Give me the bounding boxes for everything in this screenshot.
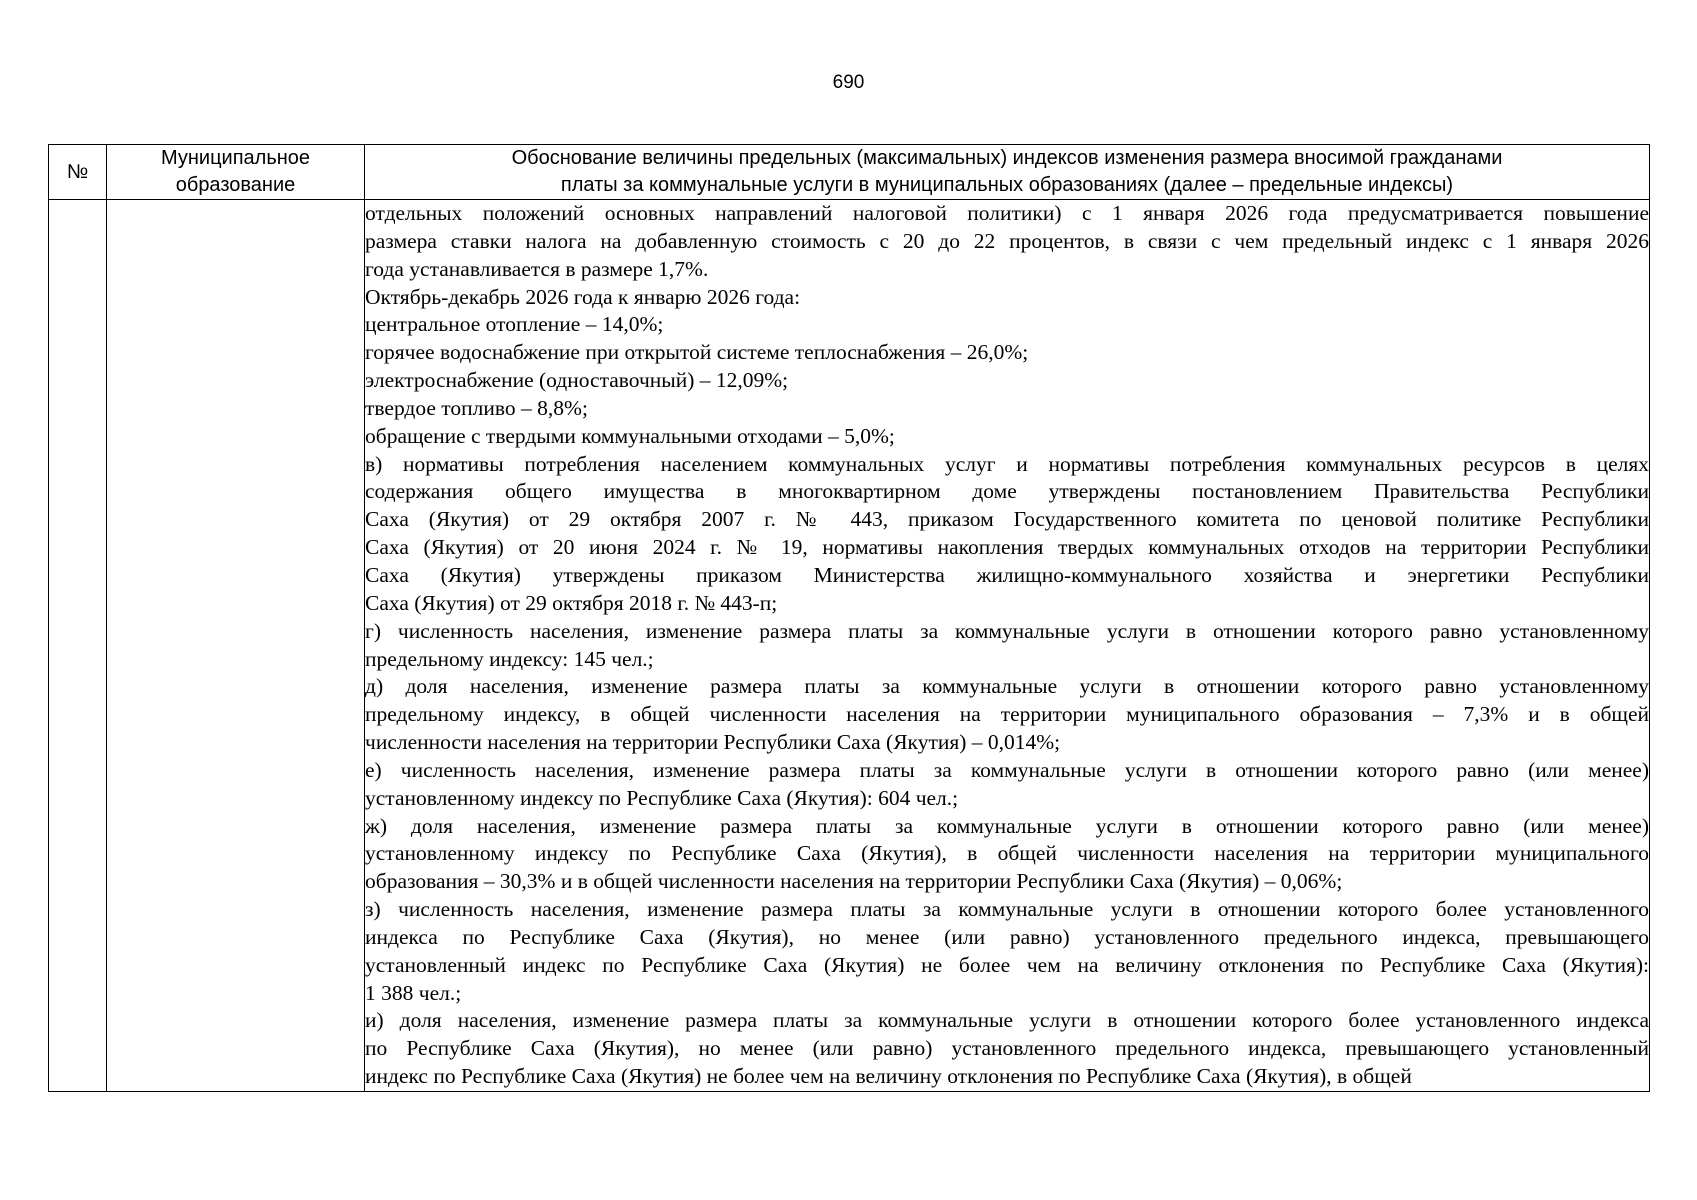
header-justification (365, 145, 1650, 200)
header-justification-line: платы за коммунальные услуги в муниципальных образованиях (далее – предельные индексы) (560, 174, 1454, 196)
page-number: 690 (832, 72, 865, 93)
justification-cell (365, 200, 1650, 1092)
header-municipality (107, 145, 365, 200)
paragraph-line: индекса по Республике Саха (Якутия), но менее (или равно) установленного предельного индекса, превышающего (365, 924, 1649, 949)
paragraph-line: Саха (Якутия) утверждены приказом Министерства жилищно-коммунального хозяйства и энергетики Республики (365, 562, 1649, 587)
paragraph-line: обращение с твердыми коммунальными отходами – 5,0%; (365, 423, 895, 448)
paragraph-line: д) доля населения, изменение размера платы за коммунальные услуги в отношении которого равно установленному (365, 674, 1649, 699)
paragraph-line: Саха (Якутия) от 20 июня 2024 г. № 19, нормативы накопления твердых коммунальных отходов на территории Республики (365, 535, 1649, 560)
paragraph-line: размера ставки налога на добавленную стоимость с 20 до 22 процентов, в связи с чем предельный индекс с 1 января 2026 (365, 228, 1649, 253)
paragraph-line: твердое топливо – 8,8%; (365, 395, 588, 420)
paragraph-line: установленный индекс по Республике Саха (Якутия) не более чем на величину отклонения по Республике Саха (Якутия): (365, 952, 1649, 977)
header-municipality-line: образование (175, 174, 296, 196)
paragraph-line: установленному индексу по Республике Саха (Якутия): 604 чел.; (365, 785, 959, 810)
paragraph-line: установленному индексу по Республике Саха (Якутия), в общей численности населения на территории муниципального (365, 841, 1649, 866)
paragraph-line: предельному индексу: 145 чел.; (365, 646, 654, 671)
header-number: № (49, 145, 107, 200)
paragraph-line: индекс по Республике Саха (Якутия) не более чем на величину отклонения по Республике Саха (Якутия), в общей (365, 1064, 1412, 1089)
justification-text (365, 200, 1649, 1091)
paragraph-line: з) численность населения, изменение размера платы за коммунальные услуги в отношении которого более установленного (365, 897, 1649, 922)
paragraph-line: 1 388 чел.; (365, 980, 462, 1005)
paragraph-line: в) нормативы потребления населением коммунальных услуг и нормативы потребления коммунальных ресурсов в целях (365, 451, 1649, 476)
paragraph-line: Саха (Якутия) от 29 октября 2018 г. № 443-п; (365, 590, 778, 615)
row-number-cell (49, 200, 107, 1092)
header-municipality-line: Муниципальное (160, 147, 311, 169)
header-justification-line: Обоснование величины предельных (максимальных) индексов изменения размера вносимой гражданами (511, 147, 1503, 169)
paragraph-line: ж) доля населения, изменение размера платы за коммунальные услуги в отношении которого равно (или менее) (365, 813, 1649, 838)
paragraph-line: по Республике Саха (Якутия), но менее (или равно) установленного предельного индекса, превышающего установленный (365, 1036, 1649, 1061)
paragraph-line: е) численность населения, изменение размера платы за коммунальные услуги в отношении которого равно (или менее) (365, 757, 1649, 782)
table-header (49, 145, 1650, 200)
paragraph-line: центральное отопление – 14,0%; (365, 312, 664, 337)
paragraph-line: образования – 30,3% и в общей численности населения на территории Республики Саха (Якутия) – 0,06%; (365, 869, 1343, 894)
paragraph-line: отдельных положений основных направлений налоговой политики) с 1 января 2026 года предусматривается повышение (365, 201, 1649, 225)
municipal-index-table (48, 144, 1650, 1092)
paragraph-line: электроснабжение (одноставочный) – 12,09%; (365, 368, 789, 393)
paragraph-line: содержания общего имущества в многоквартирном доме утверждены постановлением Правительства Республики (365, 479, 1649, 504)
header-row (49, 145, 1650, 200)
paragraph-line: Октябрь-декабрь 2026 года к январю 2026 года: (365, 284, 801, 309)
paragraph-line: и) доля населения, изменение размера платы за коммунальные услуги в отношении которого более установленного индекса (365, 1008, 1649, 1033)
row-municipality-cell (107, 200, 365, 1092)
paragraph-line: г) численность населения, изменение размера платы за коммунальные услуги в отношении которого равно установленному (365, 618, 1649, 643)
paragraph-line: горячее водоснабжение при открытой системе теплоснабжения – 26,0%; (365, 340, 1029, 365)
paragraph-line: численности населения на территории Республики Саха (Якутия) – 0,014%; (365, 730, 1061, 755)
paragraph-line: предельному индексу, в общей численности населения на территории муниципального образования – 7,3% и в общей (365, 702, 1649, 727)
paragraph-line: Саха (Якутия) от 29 октября 2007 г. № 443, приказом Государственного комитета по ценовой политике Республики (365, 507, 1649, 532)
table-row (49, 200, 1650, 1092)
paragraph-line: года устанавливается в размере 1,7%. (365, 256, 709, 281)
